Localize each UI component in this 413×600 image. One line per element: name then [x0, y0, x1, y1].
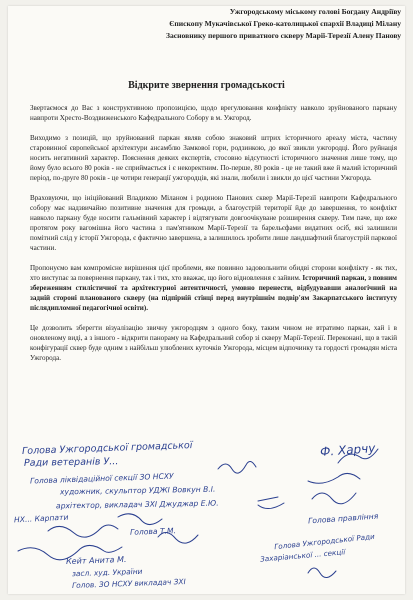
text-segment: Виходимо з позицій, що зруйнований паркан являв собою знаковий штрих історичного ареалу міста, частину старовинної європейської архітектури ансамблю Замкової гори, родзинкою, до якої звикли ужгородці. Його руйнація носить негативний характер. Пояснення деяких експертів, стосовно відсутності історичного значення лише тому, що йому було всього 80 років - не сприймається і є некоректним. По-перше, 80 років - це не такий вже й малий історичний період, по-друге 80 років - це чотири генерації ужгородців, які знали, любили і звикли до цієї частини Ужгорода.: [30, 134, 397, 182]
addressee-line: Єпископу Мукачівської Греко-католицької єпархії Владиці Мілану: [169, 19, 401, 28]
text-segment: Пропонуємо вам компромісне вирішення цієї проблеми, яке повинно задовольнити обидві сторони конфлікту - як тих, хто виступає за повернення паркану, так і тих, хто вважає, що його відновлення є зайвим.: [30, 264, 397, 282]
signature-strokes: [18, 449, 378, 578]
handwritten-line: Голова Ужгородської Ради: [273, 531, 376, 552]
text-segment: Звертаємося до Вас з конструктивною пропозицією, щодо врегулювання конфлікту навколо зруйнованого паркану навпроти Хресто-Воздвиженського Кафедрального Собору в м. Ужгород.: [30, 104, 397, 122]
document-page: [8, 6, 405, 594]
text-segment: Це дозволить зберегти візуалізацію звичну ужгородцям з одного боку, таким чином не втратимо паркан, хай і в оновленому виді, а з іншого - відкрити панораму на Кафедральний собор зі скверу Марії-Терезії. Переконані, що в такій конфігурації сквер буде одним з найбільш улюблених куточків Ужгорода, місцем відпочинку та гордості громадян міста Ужгорода.: [30, 324, 397, 362]
letter-body: [30, 103, 397, 373]
handwritten-line: Голова правління: [307, 511, 379, 526]
document-title: Відкрите звернення громадськості: [128, 80, 285, 91]
signature-scribbles: [8, 441, 405, 594]
handwritten-line: Кейт Анита М.: [65, 554, 127, 567]
text-segment: Враховуючи, що ініційований Владикою Міланом і родиною Панових сквер Марії-Терезії навпроти Кафедрального собору має надзвичайно позитивне значення для громади, а благоустрій території йде до завершення, то конфлікт навколо паркану буде носити гальмівний характер і відтягувати довгоочікуване розширення скверу. Тим паче, що вже протягом року вагомішна його частина з пам'ятником Марії-Терезії та барельєфами видатних осіб, які залишили помітний слід у історії Ужгорода, є фактично завершена, а залишилось зробити лише ландшафтний благоустрій паркової частини.: [30, 194, 397, 252]
body-paragraph: [30, 103, 397, 123]
handwritten-line: художник, скульптор УДЖІ Вовкун В.І.: [59, 484, 216, 497]
addressee-line: Ужгородському міському голові Богдану Андріїву: [229, 7, 401, 16]
handwritten-line: Ф. Харчу: [319, 441, 376, 459]
handwritten-line: засл. худ. України: [71, 566, 143, 579]
handwritten-line: Захаріанської ... секції: [259, 547, 346, 564]
body-paragraph: [30, 133, 397, 183]
addressee-block: [133, 6, 401, 42]
handwritten-line: Голов. ЗО НСХУ викладач ЗХІ: [71, 577, 186, 590]
body-paragraph: [30, 323, 397, 363]
bold-text-segment: Історичний паркан, з повним збереженням стилістичної та архітектурної автентичності, умовно перенести, відбудувавши аналогічний на задній стороні планованого скверу (на підпірній стінці перед внутрішнім подвір'ям Закарпатського інституту післядипломної педагогічної освіти).: [30, 274, 398, 312]
handwritten-line: Голова Т.М.: [129, 526, 177, 537]
handwritten-line: Голова Ужгородської громадської: [21, 440, 193, 457]
addressee-line: Засновнику першого приватного скверу Марії-Терезії Алену Панову: [165, 31, 401, 40]
handwritten-line: Голова ліквідаційної секції ЗО НСХУ: [29, 471, 174, 486]
handwritten-line: архітектор, викладач ЗХІ Джуджар Е.Ю.: [55, 498, 219, 511]
handwritten-line: Ради ветеранів У...: [23, 456, 119, 469]
body-paragraph: [30, 263, 397, 313]
body-paragraph: [30, 193, 397, 253]
signatures-area: [8, 441, 405, 594]
handwritten-line: НХ... Карпати: [13, 512, 69, 525]
